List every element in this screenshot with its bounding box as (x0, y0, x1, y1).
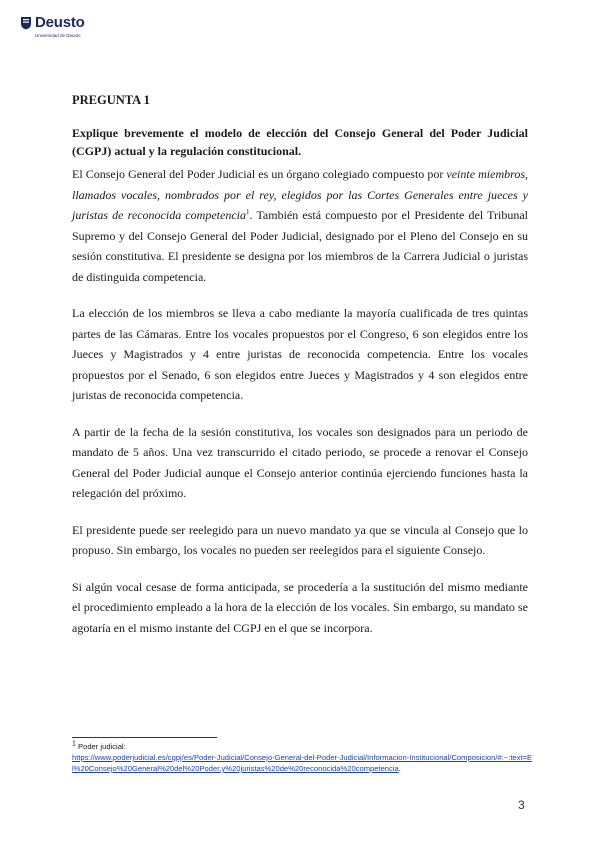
footnote-trailing: . (398, 764, 401, 773)
university-emblem-icon (20, 16, 32, 30)
page-number: 3 (518, 798, 525, 812)
logo-tagline: Universidad de Deusto (35, 33, 81, 38)
footnote-link[interactable]: https://www.poderjudicial.es/cgpj/es/Poder-Judicial/Consejo-General-del-Poder-Judicial/Informacion-Institucional/Composicion/#:~:text=El%20Consejo%20General%20del%20Poder,y%20juristas%20de%20reconocida%20competencia (72, 753, 533, 773)
page-heading: PREGUNTA 1 (72, 93, 150, 107)
paragraph-1-intro: El Consejo General del Poder Judicial es un órgano colegiado compuesto por (72, 167, 447, 181)
footnote-separator (72, 737, 217, 738)
paragraph-1-quote: veinte miembros, llamados vocales, nombrados por el rey, elegidos por las Cortes Generales entre jueces y juristas de reconocida competencia (72, 167, 528, 222)
footnote-label: Poder judicial: (78, 742, 126, 751)
paragraph-5: Si algún vocal cesase de forma anticipada, se procedería a la sustitución del mismo mediante el procedimiento empleado a la hora de la elección de los vocales. Sin embargo, su mandato se agotaría en el mismo instante del CGPJ en el que se incorpora. (72, 579, 528, 635)
logo-name: Deusto (35, 14, 85, 31)
footnote-reference[interactable]: 1 (246, 208, 250, 216)
deusto-logo (20, 14, 140, 44)
paragraph-2: La elección de los miembros se lleva a cabo mediante la mayoría cualificada de tres quintas partes de las Cámaras. Entre los vocales propuestos por el Congreso, 6 son elegidos entre los Jueces y Magistrados y 4 entre juristas de reconocida competencia. Entre los vocales propuestos por el Senado, 6 son elegidos entre Jueces y Magistrados y 4 son elegidos entre juristas de reconocida competencia. (72, 306, 528, 402)
paragraph-3: A partir de la fecha de la sesión constitutiva, los vocales son designados para un periodo de mandato de 5 años. Una vez transcurrido el citado periodo, se procede a renovar el Consejo General del Poder Judicial aunque el Consejo anterior continúa ejerciendo funciones hasta la relegación del próximo. (72, 424, 528, 500)
paragraph-4: El presidente puede ser reelegido para un nuevo mandato ya que se vincula al Consejo que lo propuso. Sin embargo, los vocales no pueden ser reelegidos para el siguiente Consejo. (72, 522, 528, 557)
paragraph-1 (72, 164, 528, 287)
footnote (72, 741, 534, 774)
footnote-number: 1 (72, 740, 76, 748)
question-text: Explique brevemente el modelo de elección del Consejo General del Poder Judicial (CGPJ) actual y la regulación constitucional. (72, 126, 528, 158)
paragraph-1-rest: . También está compuesto por el Presidente del Tribunal Supremo y del Consejo General del Poder Judicial, designado por el Pleno del Consejo en su sesión constitutiva. El presidente se designa por los miembros de la Carrera Judicial o juristas de distinguida competencia. (72, 208, 528, 284)
document-body (72, 92, 528, 654)
